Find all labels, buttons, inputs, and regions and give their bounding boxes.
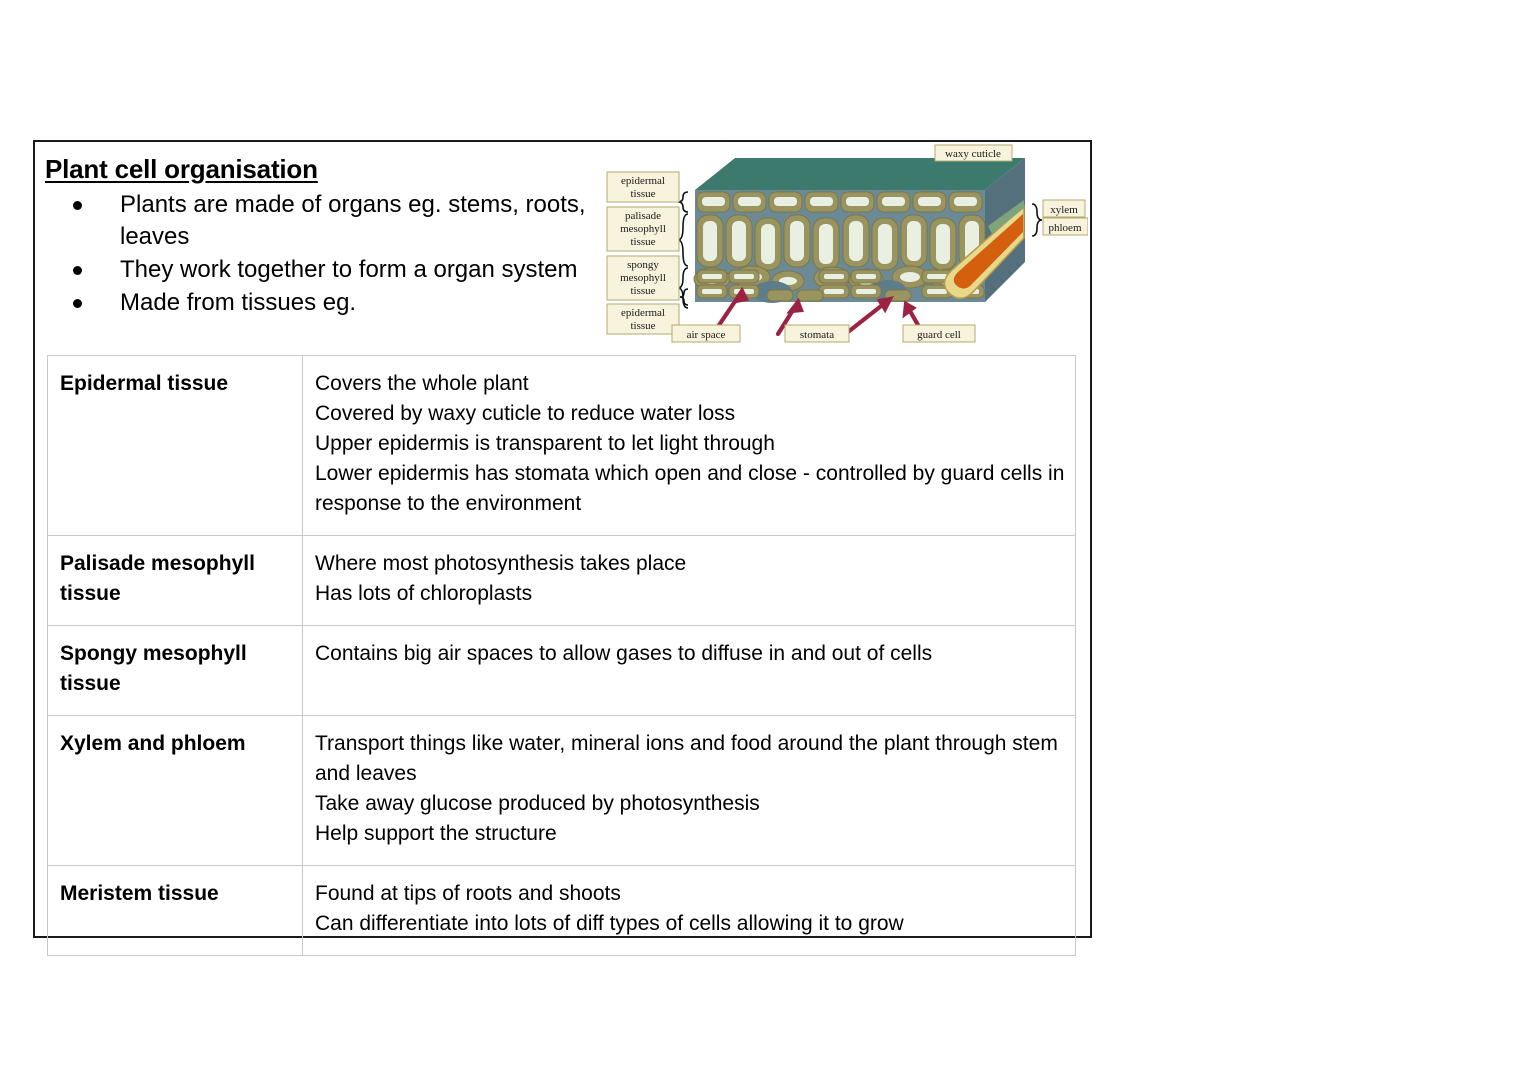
svg-text:tissue: tissue bbox=[630, 236, 656, 248]
list-item bbox=[45, 254, 605, 286]
list-item-label: Plants are made of organs eg. stems, roots, leaves bbox=[120, 190, 586, 250]
bullet-list bbox=[45, 189, 605, 319]
table-row bbox=[48, 866, 1076, 956]
tissue-name-label: Xylem and phloem bbox=[60, 732, 246, 755]
svg-text:phloem: phloem bbox=[1048, 222, 1082, 234]
list-item bbox=[45, 287, 605, 319]
svg-text:palisade: palisade bbox=[624, 210, 662, 222]
description-line: Covered by waxy cuticle to reduce water loss bbox=[315, 402, 736, 425]
table-row bbox=[48, 626, 1076, 716]
svg-text:tissue: tissue bbox=[630, 188, 656, 200]
svg-text:tissue: tissue bbox=[630, 285, 656, 297]
table-row bbox=[48, 716, 1076, 866]
heading-block bbox=[45, 154, 605, 319]
svg-text:mesophyll: mesophyll bbox=[620, 272, 666, 284]
svg-text:air space: air space bbox=[686, 329, 726, 341]
list-item-label: Made from tissues eg. bbox=[120, 288, 357, 316]
list-item bbox=[45, 189, 605, 253]
table-cell-tissue-description bbox=[303, 866, 1076, 956]
svg-text:stomata: stomata bbox=[799, 329, 835, 341]
description-line: Has lots of chloroplasts bbox=[315, 582, 533, 605]
table-cell-tissue-description bbox=[303, 626, 1076, 716]
description-line-spacer bbox=[315, 669, 1065, 699]
description-line: Take away glucose produced by photosynthesis bbox=[315, 792, 760, 815]
description-line: Help support the structure bbox=[315, 822, 557, 845]
leaf-cross-section-figure bbox=[600, 142, 1088, 351]
table-cell-tissue-description bbox=[303, 536, 1076, 626]
table-cell-tissue-description bbox=[303, 716, 1076, 866]
figure-label-stomata bbox=[785, 325, 849, 342]
figure-label-guard-cell bbox=[903, 325, 975, 342]
description-line: Can differentiate into lots of diff types of cells allowing it to grow bbox=[315, 912, 904, 935]
svg-text:tissue: tissue bbox=[630, 320, 656, 332]
right-vascular-bracket bbox=[1032, 204, 1042, 236]
list-item-label: They work together to form a organ system bbox=[120, 255, 578, 283]
bullet-dot-icon bbox=[73, 266, 82, 275]
svg-text:xylem: xylem bbox=[1050, 204, 1078, 216]
svg-text:epidermal: epidermal bbox=[621, 307, 665, 319]
table-cell-tissue-name bbox=[48, 536, 303, 626]
table-cell-tissue-name bbox=[48, 626, 303, 716]
svg-text:mesophyll: mesophyll bbox=[620, 223, 666, 235]
figure-label-palisade-mesophyll-tissue bbox=[607, 207, 679, 251]
tissue-types-table bbox=[47, 355, 1076, 956]
figure-label-air-space bbox=[672, 325, 740, 342]
table-cell-tissue-name bbox=[48, 356, 303, 536]
table-cell-tissue-name bbox=[48, 866, 303, 956]
bullet-dot-icon bbox=[73, 299, 82, 308]
tissue-name-label: Epidermal tissue bbox=[60, 372, 229, 395]
note-header-area bbox=[35, 142, 1090, 355]
figure-label-waxy-cuticle bbox=[935, 145, 1012, 161]
svg-text:waxy cuticle: waxy cuticle bbox=[945, 148, 1001, 160]
page-title: Plant cell organisation bbox=[45, 154, 318, 184]
description-line: Lower epidermis has stomata which open and close - controlled by guard cells in response to the environment bbox=[315, 462, 1071, 515]
description-line: Found at tips of roots and shoots bbox=[315, 882, 621, 905]
figure-label-epidermal-tissue-upper bbox=[607, 172, 679, 202]
figure-label-phloem bbox=[1043, 218, 1088, 235]
svg-text:spongy: spongy bbox=[627, 259, 659, 271]
table-cell-tissue-name bbox=[48, 716, 303, 866]
tissue-name-label: Spongy mesophyll tissue bbox=[60, 642, 253, 695]
figure-label-spongy-mesophyll-tissue bbox=[607, 256, 679, 300]
description-line: Upper epidermis is transparent to let light through bbox=[315, 432, 775, 455]
bullet-dot-icon bbox=[73, 201, 82, 210]
plant-cell-organisation-note-card bbox=[33, 140, 1092, 938]
tissue-name-label: Palisade mesophyll tissue bbox=[60, 552, 261, 605]
figure-label-xylem bbox=[1043, 200, 1085, 217]
figure-label-epidermal-tissue-lower bbox=[607, 304, 679, 334]
tissue-name-label: Meristem tissue bbox=[60, 882, 219, 905]
description-line: Covers the whole plant bbox=[315, 372, 529, 395]
svg-text:epidermal: epidermal bbox=[621, 175, 665, 187]
description-line: Where most photosynthesis takes place bbox=[315, 552, 687, 575]
table-cell-tissue-description bbox=[303, 356, 1076, 536]
description-line: Contains big air spaces to allow gases to diffuse in and out of cells bbox=[315, 642, 933, 665]
description-line: Transport things like water, mineral ions and food around the plant through stem and leaves bbox=[315, 732, 1064, 785]
svg-text:guard cell: guard cell bbox=[917, 329, 961, 341]
table-row bbox=[48, 536, 1076, 626]
table-row bbox=[48, 356, 1076, 536]
